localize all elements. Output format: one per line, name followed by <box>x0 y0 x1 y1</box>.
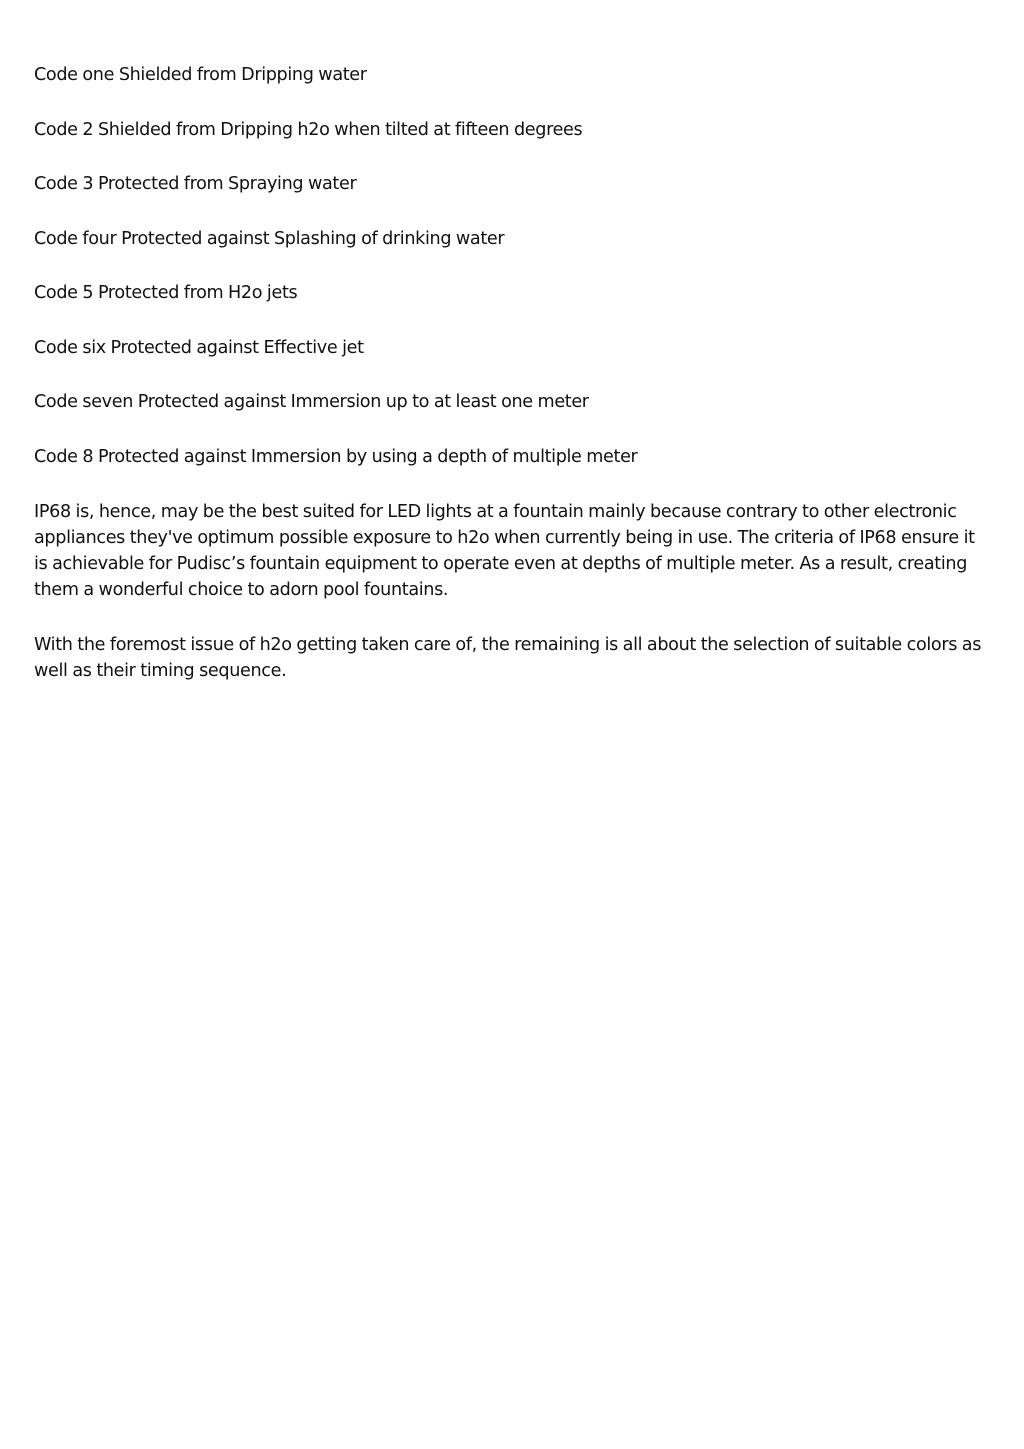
ip68-paragraph: IP68 is, hence, may be the best suited for LED lights at a fountain mainly because contrary to other electronic appliances they've optimum possible exposure to h2o when currently being in use. The criteria of IP68 ensure it is achievable for Pudisc’s fountain equipment to operate even at depths of multiple meter. As a result, creating them a wonderful choice to adorn pool fountains. <box>34 502 975 600</box>
code-line-8: Code 8 Protected against Immersion by using a depth of multiple meter <box>34 446 638 467</box>
code-line-4: Code four Protected against Splashing of drinking water <box>34 228 505 249</box>
closing-paragraph: With the foremost issue of h2o getting taken care of, the remaining is all about the selection of suitable colors as well as their timing sequence. <box>34 635 982 681</box>
code-line-1: Code one Shielded from Dripping water <box>34 65 367 85</box>
code-line-7: Code seven Protected against Immersion up to at least one meter <box>34 392 589 412</box>
document-page <box>34 63 992 713</box>
code-line-5: Code 5 Protected from H2o jets <box>34 283 298 303</box>
code-line-2: Code 2 Shielded from Dripping h2o when tilted at fifteen degrees <box>34 119 583 140</box>
code-line-3: Code 3 Protected from Spraying water <box>34 174 357 194</box>
code-line-6: Code six Protected against Effective jet <box>34 337 364 358</box>
